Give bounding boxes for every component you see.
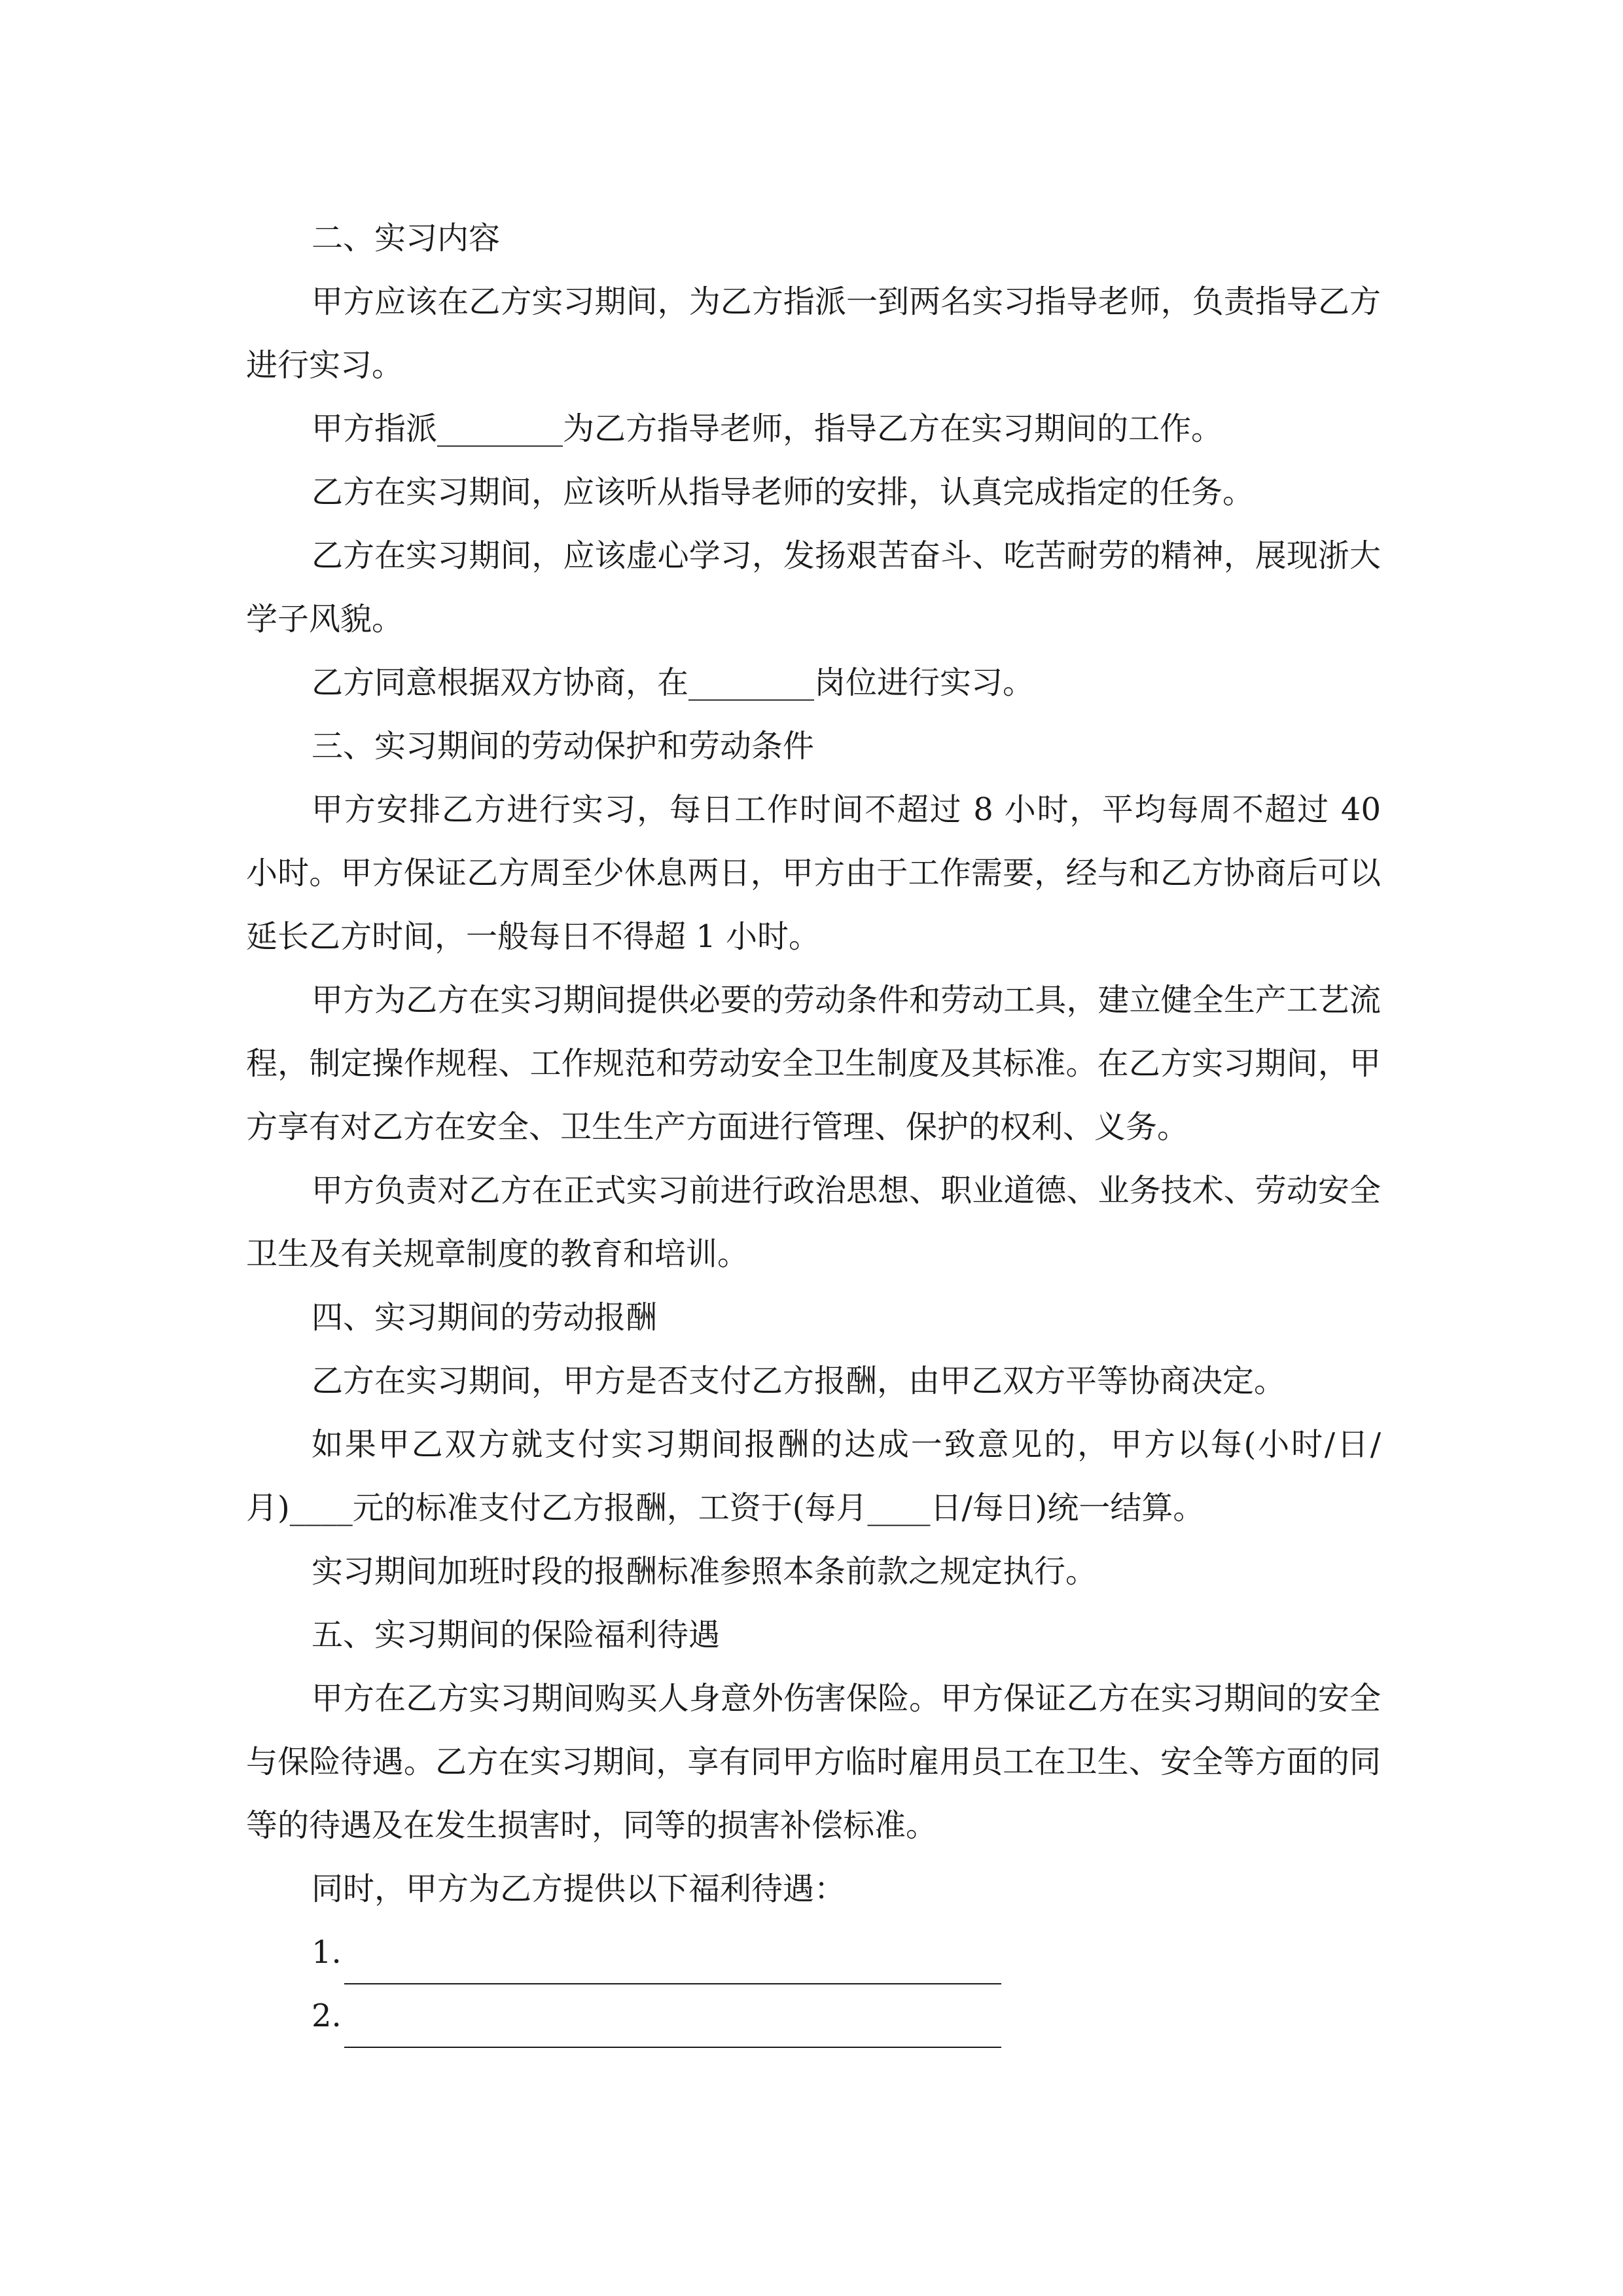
section-heading-remuneration: 四、实习期间的劳动报酬 [312, 1299, 658, 1336]
paragraph-mentor-designation: 甲方指派________为乙方指导老师，指导乙方在实习期间的工作。 [312, 410, 1223, 447]
paragraph-study-attitude: 乙方在实习期间，应该虚心学习，发扬艰苦奋斗、吃苦耐劳的精神，展现浙大学子风貌。 [246, 537, 1381, 637]
section-heading-insurance-welfare: 五、实习期间的保险福利待遇 [312, 1617, 721, 1653]
paragraph-welfare-intro: 同时，甲方为乙方提供以下福利待遇： [312, 1871, 846, 1907]
paragraph-overtime-pay: 实习期间加班时段的报酬标准参照本条前款之规定执行。 [312, 1553, 1097, 1590]
welfare-list-item [246, 1921, 1381, 1984]
blank-fill-line [344, 1943, 1001, 1984]
paragraph-mentor-assignment: 甲方应该在乙方实习期间，为乙方指派一到两名实习指导老师，负责指导乙方进行实习。 [246, 283, 1381, 384]
paragraph-position-agreement: 乙方同意根据双方协商，在________岗位进行实习。 [312, 664, 1035, 701]
list-item-number: 1. [312, 1934, 342, 1971]
paragraph-working-conditions: 甲方为乙方在实习期间提供必要的劳动条件和劳动工具，建立健全生产工艺流程，制定操作规程、工作规范和劳动安全卫生制度及其标准。在乙方实习期间，甲方享有对乙方在安全、卫生生产方面进行管理、保护的权利、义务。 [246, 982, 1381, 1145]
welfare-list-item [246, 1984, 1381, 2048]
section-heading-internship-content: 二、实习内容 [312, 220, 501, 257]
paragraph-training: 甲方负责对乙方在正式实习前进行政治思想、职业道德、业务技术、劳动安全卫生及有关规章制度的教育和培训。 [246, 1172, 1381, 1272]
blank-fill-line [344, 2006, 1001, 2048]
list-item-number: 2. [312, 1998, 342, 2034]
document-body [246, 207, 1391, 2048]
section-heading-labor-protection: 三、实习期间的劳动保护和劳动条件 [312, 728, 815, 764]
paragraph-follow-mentor: 乙方在实习期间，应该听从指导老师的安排，认真完成指定的任务。 [312, 474, 1255, 511]
paragraph-insurance: 甲方在乙方实习期间购买人身意外伤害保险。甲方保证乙方在实习期间的安全与保险待遇。乙方在实习期间，享有同甲方临时雇用员工在卫生、安全等方面的同等的待遇及在发生损害时，同等的损害补偿标准。 [246, 1680, 1381, 1844]
paragraph-working-hours: 甲方安排乙方进行实习，每日工作时间不超过 8 小时，平均每周不超过 40 小时。甲方保证乙方周至少休息两日，甲方由于工作需要，经与和乙方协商后可以延长乙方时间，一般每日不得超 1 小时。 [246, 791, 1391, 955]
paragraph-pay-negotiation: 乙方在实习期间，甲方是否支付乙方报酬，由甲乙双方平等协商决定。 [312, 1363, 1286, 1399]
paragraph-pay-standard: 如果甲乙双方就支付实习期间报酬的达成一致意见的，甲方以每(小时/日/月)____元的标准支付乙方报酬，工资于(每月____日/每日)统一结算。 [246, 1426, 1381, 1526]
